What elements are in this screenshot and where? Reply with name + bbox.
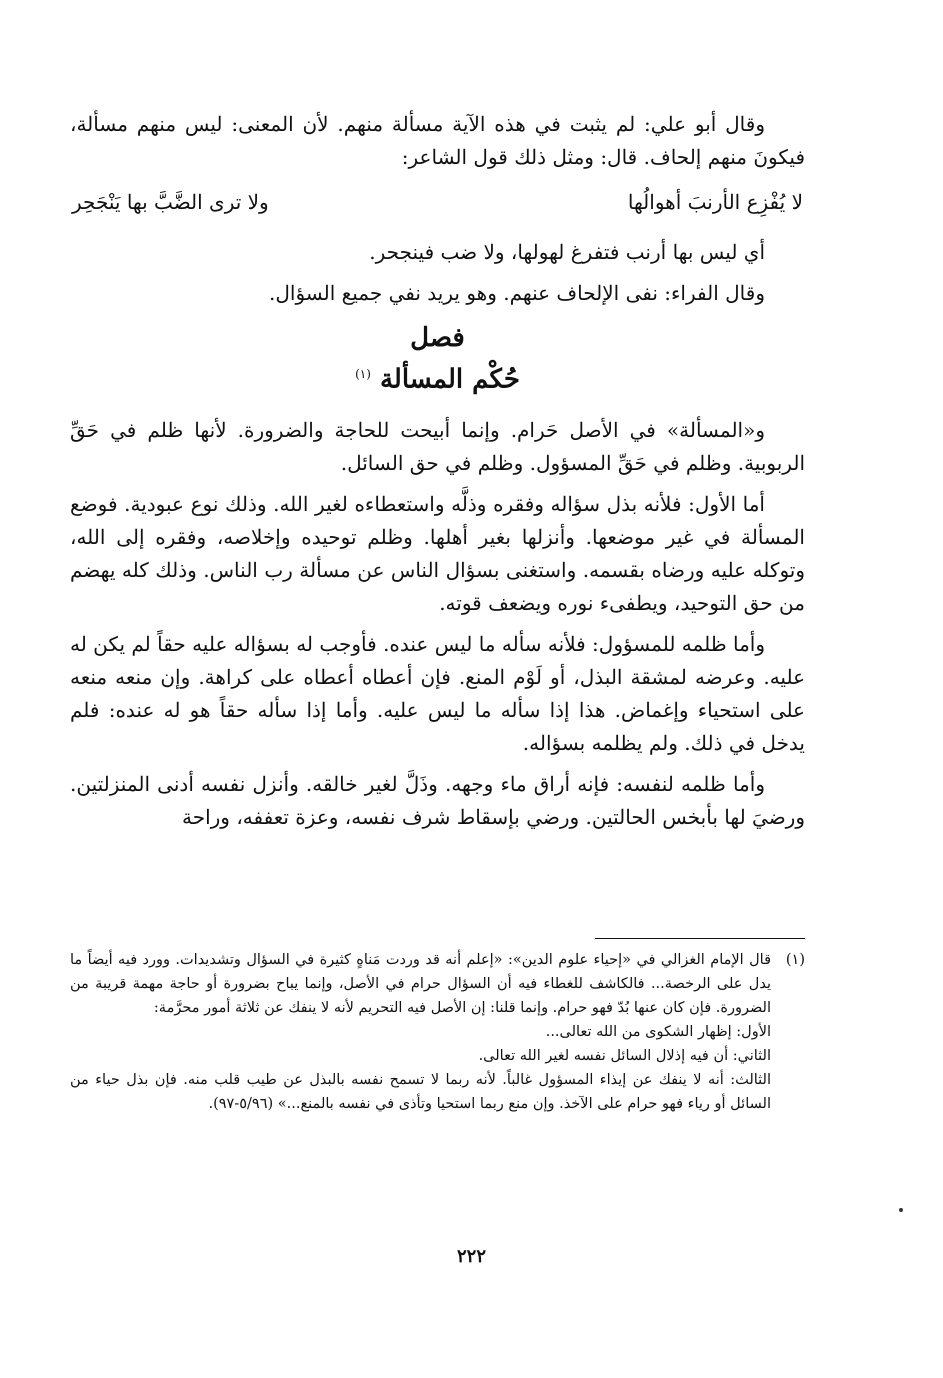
footnote-line: الثاني: أن فيه إذلال السائل نفسه لغير الله تعالى. <box>478 1048 771 1064</box>
footnote-line: الأول: إظهار الشكوى من الله تعالى... <box>545 1024 771 1040</box>
poetry-verse <box>70 182 805 222</box>
footnote-line <box>70 948 805 1020</box>
scan-speck <box>899 1208 903 1212</box>
body-paragraph: وأما ظلمه للمسؤول: فلأنه سأله ما ليس عنده. فأوجب له بسؤاله عليه حقاً لم يكن له عليه. وعرضه لمشقة البذل، أو لَوْم المنع. فإن أعطاه أعطاه على كراهة. وإن منعه منعه على استحياء وإغماض. هذا إذا سأله ما ليس عليه. وأما إذا سأله حقاً هو له عنده: فلم يدخل في ذلك. ولم يظلمه بسؤاله. <box>70 631 805 755</box>
section-subtitle <box>70 356 805 398</box>
verse-first-hemistich: لا يُفْزِع الأرنبَ أهوالُها <box>627 190 803 214</box>
body-paragraph: و«المسألة» في الأصل حَرام. وإنما أبيحت للحاجة والضرورة. لأنها ظلم في حَقِّ الربوبية. وظلم في حَقِّ المسؤول. وظلم في حق السائل. <box>70 417 805 475</box>
footnote-number: (١) <box>785 952 805 968</box>
section-subtitle-text: حُكْم المسألة <box>379 364 520 395</box>
footnote-line: الثالث: أنه لا ينفك عن إيذاء المسؤول غالباً. لأنه ربما لا تسمح نفسه بالبذل عن طيب قلب منه. فإن بذل حياء من السائل أو رياء فهو حرام على الآخذ. وإن منع ربما استحيا وتأذى في نفسه بالمنع...» (٥/٩٦-٩٧). <box>70 1072 771 1112</box>
farra-paragraph: وقال الفراء: نفى الإلحاف عنهم. وهو يريد نفي جميع السؤال. <box>269 281 765 305</box>
verse-second-hemistich: ولا ترى الضَّبَّ بها يَنْجَحِر <box>72 190 269 214</box>
verse-explanation: أي ليس بها أرنب فتفرغ لهولها، ولا ضب فينجحر. <box>369 240 765 264</box>
body-paragraph: وأما ظلمه لنفسه: فإنه أراق ماء وجهه. وذَلَّ لغير خالقه. وأنزل نفسه أدنى المنزلتين. ورضيَ لها بأبخس الحالتين. ورضي بإسقاط شرف نفسه، وعزة تعففه، وراحة <box>70 771 805 829</box>
footnote-divider <box>595 938 805 939</box>
footnotes-block <box>70 948 805 1116</box>
intro-paragraph: وقال أبو علي: لم يثبت في هذه الآية مسألة منهم. لأن المعنى: ليس منهم مسألة، فيكونَ منهم إلحاف. قال: ومثل ذلك قول الشاعر: <box>70 112 805 169</box>
main-body <box>70 108 805 834</box>
body-paragraph: أما الأول: فلأنه بذل سؤاله وفقره وذلَّه واستعطاءه لغير الله. وذلك نوع عبودية. فوضع المسألة في غير موضعها. وأنزلها بغير أهلها. وظلم توحيده وإخلاصه، وفقره إلى الله، وتوكله عليه ورضاه بقسمه. واستغنى بسؤال الناس عن مسألة رب الناس. وذلك كله يهضم من حق التوحيد، ويطفىء نوره ويضعف قوته. <box>70 491 805 615</box>
section-title: فصل <box>410 323 465 353</box>
page-number: ٢٢٢ <box>456 1246 486 1267</box>
section-heading <box>70 320 805 398</box>
main-text-block <box>70 108 805 842</box>
footnote-text: قال الإمام الغزالي في «إحياء علوم الدين»: «إعلم أنه قد وردت مَناهٍ كثيرة في السؤال وتشديدات. وورد فيه أيضاً ما يدل على الرخصة... فالكاشف للغطاء فيه أن السؤال حرام في الأصل، وإنما يباح بضرورة أو حاجة مهمة قريبة من الضرورة. فإن كان عنها بُدّ فهو حرام. وإنما قلنا: إن الأصل فيه التحريم لأنه لا ينفك عن ثلاثة أمور محرَّمة: <box>70 952 771 1016</box>
footnote-item <box>70 948 805 1116</box>
footnote-reference: (١) <box>355 367 371 381</box>
